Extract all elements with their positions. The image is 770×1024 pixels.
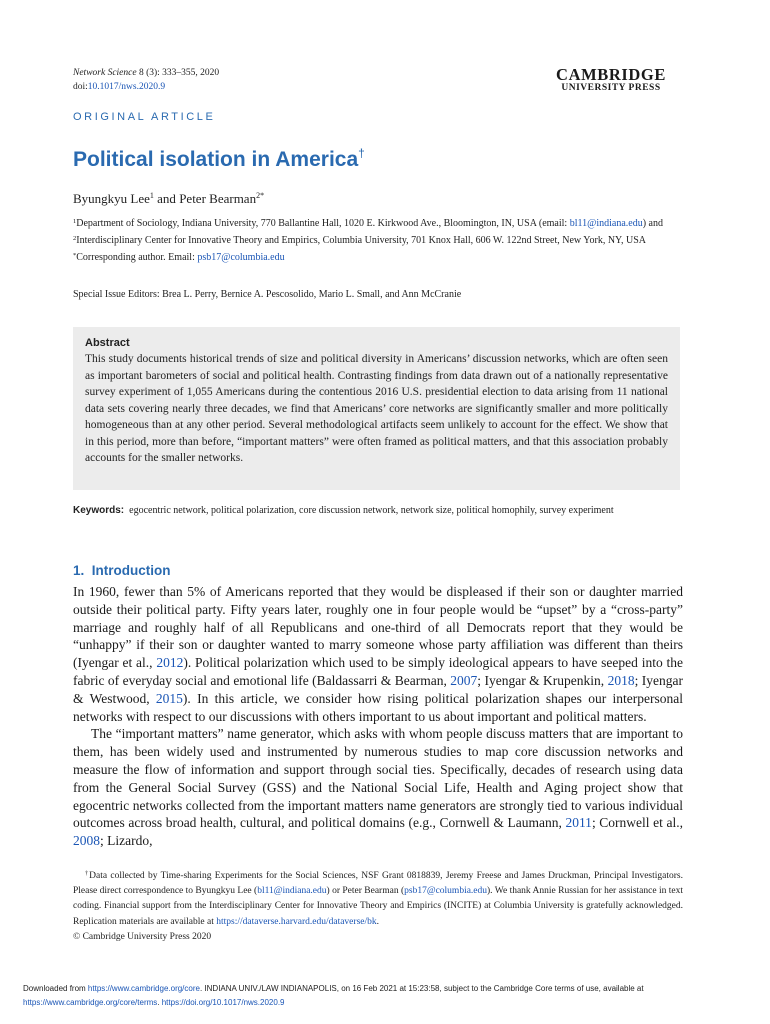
doi-label: doi: — [73, 82, 88, 92]
email-link[interactable]: bl11@indiana.edu — [257, 886, 327, 897]
citation-details: 8 (3): 333–355, 2020 — [138, 68, 220, 78]
para-text: ; Iyengar & Westwood, — [73, 672, 683, 706]
cambridge-logo — [540, 66, 682, 94]
corr-text: Corresponding author. Email: — [76, 252, 198, 263]
email-link[interactable]: psb17@columbia.edu — [404, 886, 488, 897]
abstract-text: This study documents historical trends of size and political diversity in Americans’ discussion networks, which are often seen as important barometers of social and political health. Contrasting findings from data drawn out of a nationally representative survey experiment of 1,055 Americans during the contentious 2016 U.S. presidential election to data arising from 11 national data sets covering nearly three decades, we find that Americans’ core networks are significantly smaller and more politically homogeneous than at any other period. Several methodological artifacts seem unlikely to account for the effect. We show that in this period, more than before, “important matters” were often framed as political matters, and that this association probably accounts for the smaller networks. — [85, 353, 668, 464]
citation-link[interactable]: 2011 — [565, 815, 592, 831]
author-list — [73, 191, 264, 207]
fn-text: ). We thank Annie Russian for her assistance in text coding. Financial support from the Interdisciplinary Center for Innovative Theory and Empirics (INCITE) at Columbia University is gratefully acknowledged. Replication materials are available at — [73, 886, 683, 927]
affil-text: Department of Sociology, Indiana University, 770 Ballantine Hall, 1020 E. Kirkwood Ave., Bloomington, IN, USA (email: — [76, 218, 570, 229]
email-link[interactable]: psb17@columbia.edu — [197, 252, 285, 263]
doi-link[interactable]: https://doi.org/10.1017/nws.2020.9 — [161, 997, 285, 1007]
dl-text: Downloaded from — [23, 984, 88, 993]
affiliations — [73, 214, 685, 265]
article-type: ORIGINAL ARTICLE — [73, 111, 216, 123]
doi-link[interactable]: 10.1017/nws.2020.9 — [87, 82, 166, 92]
download-notice — [23, 982, 747, 1009]
paragraph — [73, 725, 683, 850]
cambridge-core-link[interactable]: https://www.cambridge.org/core — [87, 984, 200, 993]
footnote — [73, 866, 683, 945]
para-text: In 1960, fewer than 5% of Americans reported that they would be displeased if their son or daughter married outside their political party. Fifty years later, roughly one in four people would be “upset” by a “cross-party” marriage and roughly half of all Republicans and one-third of all Democrats report that they would be “unhappy” if their son or daughter wanted to marry someone whose party affiliation was different than theirs (Iyengar et al., — [73, 584, 683, 671]
section-number: 1. — [73, 563, 85, 578]
para-text: ; Lizardo, — [100, 833, 153, 849]
citation-link[interactable]: 2015 — [155, 690, 183, 706]
affil-text: Interdisciplinary Center for Innovative Theory and Empirics, Columbia University, 701 Knox Hall, 606 W. 122nd Street, New York, NY, USA — [76, 235, 646, 246]
abstract-box — [73, 327, 680, 490]
terms-link[interactable]: https://www.cambridge.org/core/terms — [23, 997, 158, 1007]
title-text: Political isolation in America — [73, 148, 359, 171]
dl-text: . INDIANA UNIV./LAW INDIANAPOLIS, on 16 Feb 2021 at 15:23:58, subject to the Cambridge Core terms of use, available at — [199, 984, 644, 993]
keywords-label: Keywords: — [73, 505, 125, 516]
section-heading — [73, 563, 171, 578]
keywords — [73, 503, 685, 518]
citation-link[interactable]: 2007 — [450, 672, 478, 688]
title-footnote-mark[interactable]: † — [358, 146, 365, 160]
special-issue-editors: Special Issue Editors: Brea L. Perry, Bernice A. Pescosolido, Mario L. Small, and Ann McCranie — [73, 289, 462, 300]
para-text: ). Political polarization which used to be simply ideological appears to have seeped into the fabric of everyday social and emotional life (Baldassarri & Bearman, — [73, 655, 683, 688]
section-body — [73, 583, 683, 850]
replication-link[interactable]: https://dataverse.harvard.edu/dataverse/bk — [216, 916, 377, 927]
author-name: Byungkyu Lee — [73, 191, 150, 206]
fn-text: . — [376, 916, 379, 927]
copyright: © Cambridge University Press 2020 — [73, 931, 212, 942]
para-text: The “important matters” name generator, which asks with whom people discuss matters that are important to them, has been widely used and instrumented by numerous studies to map core discussion networks and measure the flow of information and support through social ties. Specifically, decades of research using data from the General Social Survey (GSS) and the National Social Life, Health and Aging project show that egocentric networks collected from the important matters name generators are strongly tied to various individual outcomes across broad health, cultural, and political domains (e.g., Cornwell & Laumann, — [73, 726, 683, 831]
email-link[interactable]: bl11@indiana.edu — [569, 218, 643, 229]
affil-mark: 1 — [73, 218, 77, 225]
journal-citation — [73, 66, 219, 94]
footnote-mark: † — [85, 870, 90, 877]
paragraph — [73, 583, 683, 725]
citation-link[interactable]: 2018 — [607, 672, 635, 688]
fn-text: ) or Peter Bearman ( — [326, 886, 405, 897]
corr-mark: * — [73, 252, 77, 259]
author-name: Peter Bearman — [179, 191, 257, 206]
logo-line2: UNIVERSITY PRESS — [561, 83, 661, 93]
article-title — [73, 146, 365, 172]
journal-name: Network Science — [73, 68, 137, 78]
para-text: ). In this article, we consider how rising political polarization shapes our interpersonal networks with respect to our discussions with others important to us about important and political matters. — [73, 690, 683, 724]
author-affil-mark: 2* — [256, 191, 265, 200]
citation-link[interactable]: 2008 — [73, 833, 100, 849]
dl-text: . — [157, 997, 162, 1007]
author-conj: and — [157, 191, 176, 206]
logo-line1: CAMBRIDGE — [556, 65, 666, 84]
keywords-text: egocentric network, political polarization, core discussion network, network size, political homophily, survey experiment — [129, 505, 614, 516]
para-text: ; Cornwell et al., — [591, 815, 683, 831]
section-title: Introduction — [91, 563, 171, 578]
abstract-heading: Abstract — [85, 337, 130, 349]
citation-link[interactable]: 2012 — [156, 655, 184, 671]
footnote-text — [73, 866, 683, 930]
fn-text: Data collected by Time-sharing Experiments for the Social Sciences, NSF Grant 0818839, Jeremy Freese and James Druckman, Principal Investigators. Please direct correspondence to Byungkyu Lee ( — [73, 871, 683, 897]
affil-mark: 2 — [73, 235, 77, 242]
para-text: ; Iyengar & Krupenkin, — [477, 672, 608, 688]
author-affil-mark: 1 — [149, 191, 154, 200]
affil-text: ) and — [642, 218, 663, 229]
